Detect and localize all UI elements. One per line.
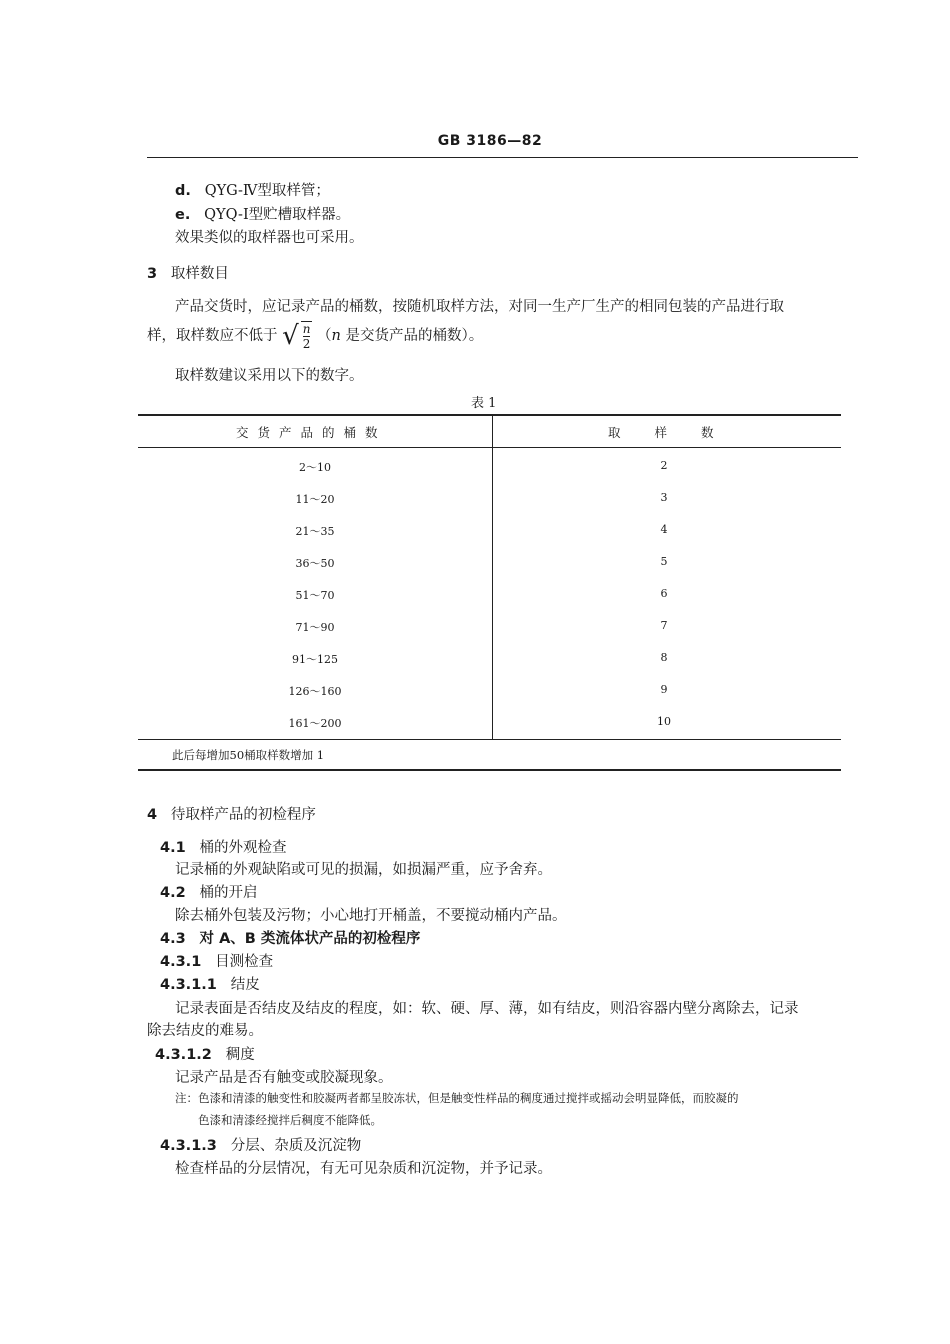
section-number: 4.3.1.1 [160,977,217,993]
section-number: 4.1 [160,840,186,856]
section-4-3-1-heading [160,950,273,971]
para-text: （ [317,328,332,344]
section-3-para-line1: 产品交货时，应记录产品的桶数，按随机取样方法，对同一生产厂生产的相同包装的产品进行取 [175,299,784,315]
section-4-3-heading [160,927,420,948]
para-text: 样，取样数应不低于 [147,328,278,344]
table-caption: 表 1 [471,396,497,411]
header-rule [147,157,858,158]
section-4-3-1-2-heading [155,1043,255,1064]
variable-n: n [331,328,341,344]
section-4-1-text: 记录桶的外观缺陷或可见的损漏，如损漏严重，应予舍弃。 [175,862,552,878]
section-title: 取样数目 [170,266,229,282]
fraction [301,321,313,351]
table-cell-samples: 4 [660,523,668,536]
section-3-para2: 取样数建议采用以下的数字。 [175,368,364,384]
section-number: 4 [147,807,158,823]
section-number: 4.3 [160,931,186,947]
table-cell-samples: 6 [660,587,668,600]
table-top-rule [138,414,841,416]
section-title: 目测检查 [215,954,274,970]
list-item-text: QYG-Ⅳ型取样管； [204,183,330,199]
sample-count-table [138,414,841,770]
col-header-samples: 取样数 [608,425,748,440]
section-number: 4.3.1.2 [155,1047,212,1063]
consistency-note-line1: 注：色漆和清漆的触变性和胶凝两者都呈胶冻状，但是触变性样品的稠度通过搅拌或摇动会明显降低，而胶凝的 [175,1091,739,1105]
section-3-heading [147,262,229,283]
table-cell-barrels: 11～20 [295,493,335,506]
table-cell-barrels: 21～35 [295,525,335,538]
section-4-3-1-1-line2: 除去结皮的难易。 [147,1023,263,1039]
section-3-para-line2 [147,321,483,351]
table-cell-samples: 10 [657,715,671,728]
table-cell-barrels: 51～70 [295,589,335,602]
table-cell-barrels: 126～160 [288,685,342,698]
section-title: 对 A、B 类流体状产品的初检程序 [199,931,421,947]
section-title: 稠度 [225,1047,255,1063]
section-number: 4.3.1 [160,954,202,970]
table-cell-samples: 5 [660,555,668,568]
col-header-barrels: 交货产品的桶数 [236,425,387,440]
section-4-2-text: 除去桶外包装及污物；小心地打开桶盖，不要搅动桶内产品。 [175,908,567,924]
section-title: 结皮 [230,977,260,993]
list-item-d [175,179,330,200]
consistency-note-line2: 色漆和清漆经搅拌后稠度不能降低。 [198,1113,382,1127]
table-header-rule [138,447,841,448]
list-item-e [175,203,350,224]
table-footnote: 此后每增加50桶取样数增加 1 [172,748,325,762]
section-title: 桶的开启 [199,885,258,901]
table-cell-samples: 3 [660,491,668,504]
section-4-3-1-3-heading [160,1134,361,1155]
section-number: 4.3.1.3 [160,1138,217,1154]
table-cell-barrels: 161～200 [288,717,342,730]
section-4-3-1-1-line1: 记录表面是否结皮及结皮的程度，如：软、硬、厚、薄，如有结皮，则沿容器内壁分离除去，记录 [175,1001,799,1017]
sqrt-formula [282,321,312,351]
standard-code-header: GB 3186—82 [437,133,543,149]
similar-sampler-note: 效果类似的取样器也可采用。 [175,230,364,246]
section-title: 桶的外观检查 [199,840,287,856]
section-4-heading [147,803,316,824]
table-note-rule [138,739,841,740]
section-title: 分层、杂质及沉淀物 [230,1138,362,1154]
radical-sign: √ [282,321,299,351]
table-cell-barrels: 36～50 [295,557,335,570]
table-cell-barrels: 91～125 [292,653,338,666]
section-4-3-1-1-heading [160,973,260,994]
list-item-text: QYQ-Ⅰ型贮槽取样器。 [204,207,351,223]
table-cell-samples: 8 [660,651,668,664]
section-title: 待取样产品的初检程序 [170,807,316,823]
para-text: 是交货产品的桶数）。 [340,328,484,344]
table-cell-samples: 9 [660,683,668,696]
table-cell-barrels: 71～90 [295,621,335,634]
fraction-denominator: 2 [302,337,311,351]
section-4-1-heading [160,836,287,857]
table-cell-samples: 7 [660,619,668,632]
list-item-label: d. [175,183,191,199]
section-4-3-1-3-text: 检查样品的分层情况，有无可见杂质和沉淀物，并予记录。 [175,1161,552,1177]
section-4-3-1-2-text: 记录产品是否有触变或胶凝现象。 [175,1070,393,1086]
section-number: 4.2 [160,885,186,901]
table-cell-barrels: 2～10 [299,461,331,474]
list-item-label: e. [175,207,191,223]
fraction-numerator: n [302,322,311,336]
table-bottom-rule [138,769,841,771]
section-4-2-heading [160,881,258,902]
table-cell-samples: 2 [660,459,668,472]
section-number: 3 [147,266,158,282]
